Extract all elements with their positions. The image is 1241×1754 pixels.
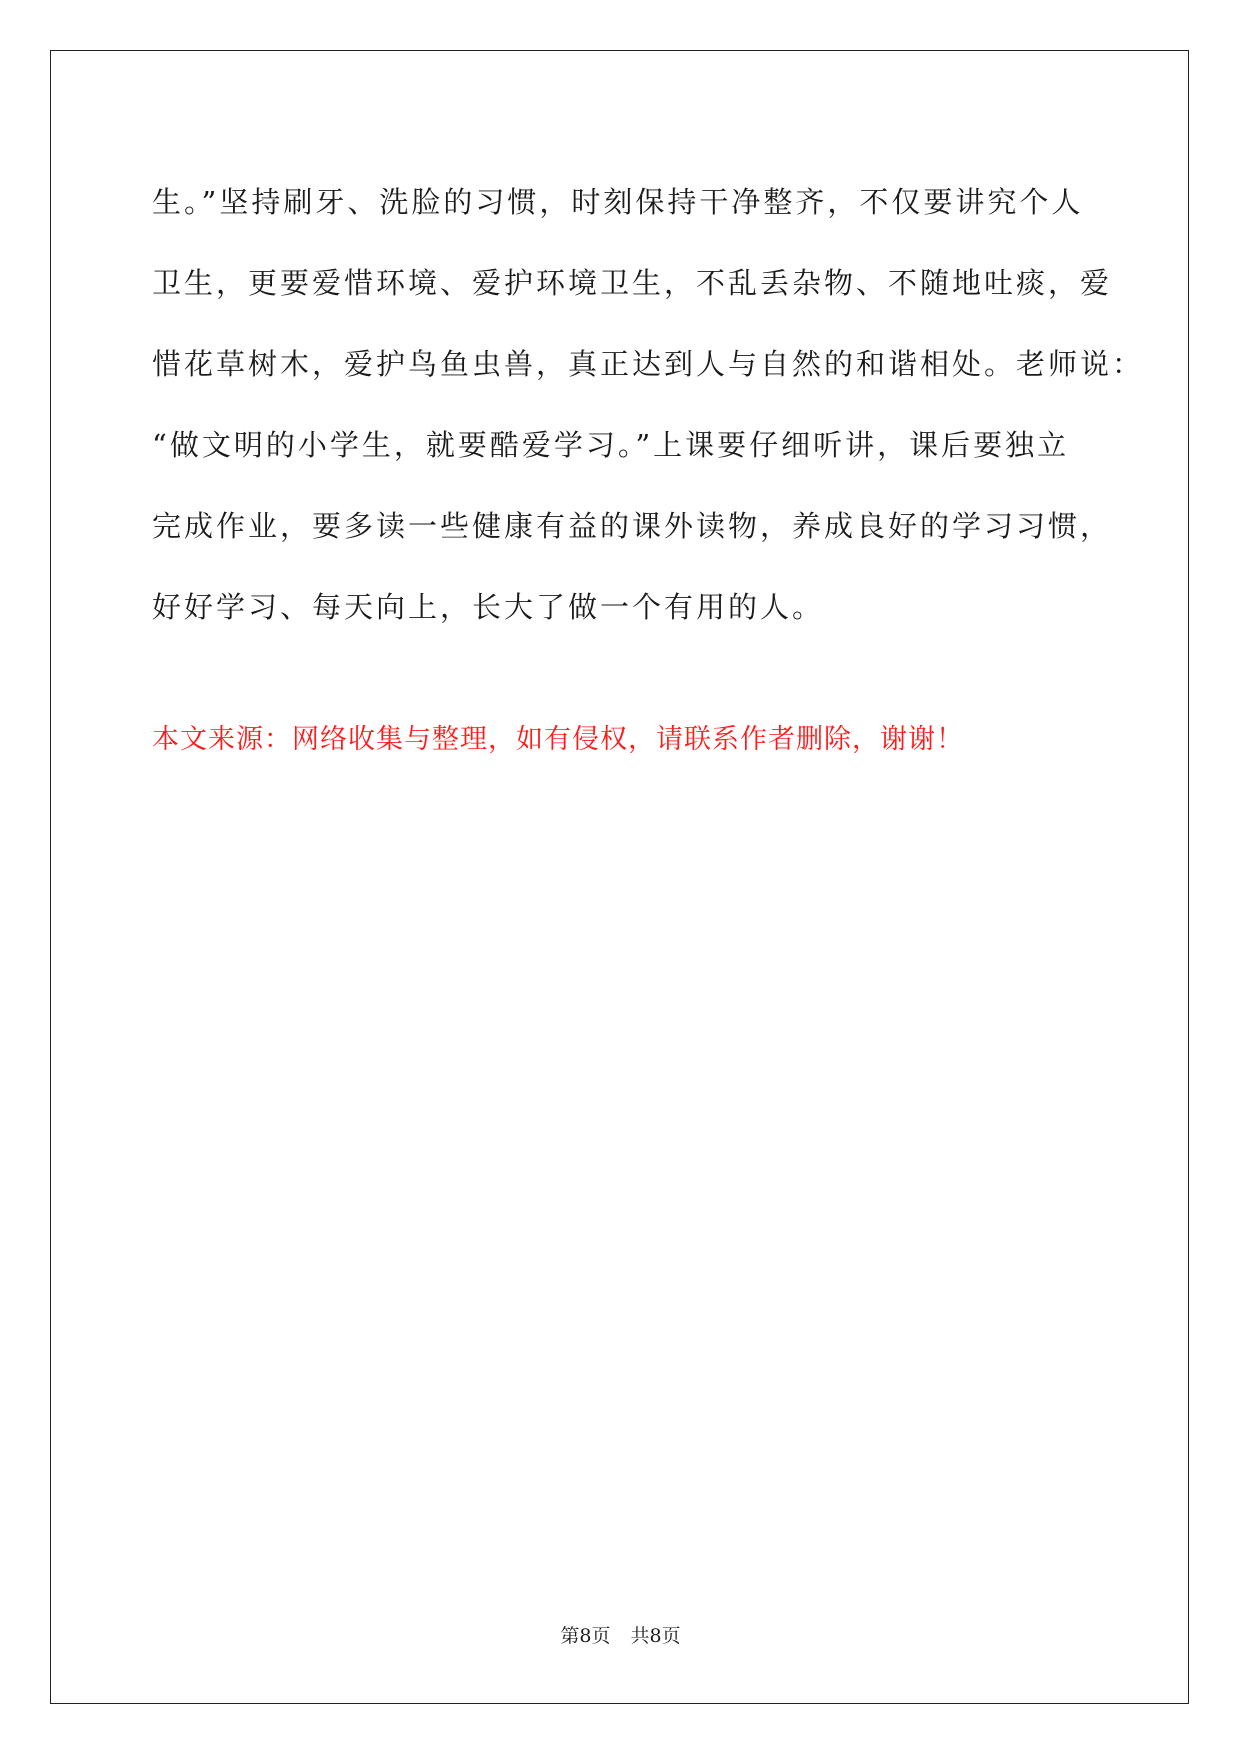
- body-text: [152, 162, 1145, 648]
- body-line: “做文明的小学生，就要酷爱学习。”上课要仔细听讲，课后要独立: [152, 428, 1070, 462]
- page-number: 第8页: [560, 1625, 611, 1647]
- page-total: 共8页: [630, 1625, 681, 1647]
- body-line: 完成作业，要多读一些健康有益的课外读物，养成良好的学习习惯，: [152, 509, 1113, 543]
- body-line: 生。”坚持刷牙、洗脸的习惯，时刻保持干净整齐，不仅要讲究个人: [152, 185, 1084, 219]
- body-line: 好好学习、每天向上，长大了做一个有用的人。: [152, 590, 825, 624]
- body-line: 惜花草树木，爱护鸟鱼虫兽，真正达到人与自然的和谐相处。老师说：: [152, 347, 1145, 381]
- source-note: 本文来源：网络收集与整理，如有侵权，请联系作者删除，谢谢！: [152, 724, 964, 755]
- body-line: 卫生，更要爱惜环境、爱护环境卫生，不乱丢杂物、不随地吐痰，爱: [152, 266, 1113, 300]
- page-footer: [0, 1622, 1241, 1650]
